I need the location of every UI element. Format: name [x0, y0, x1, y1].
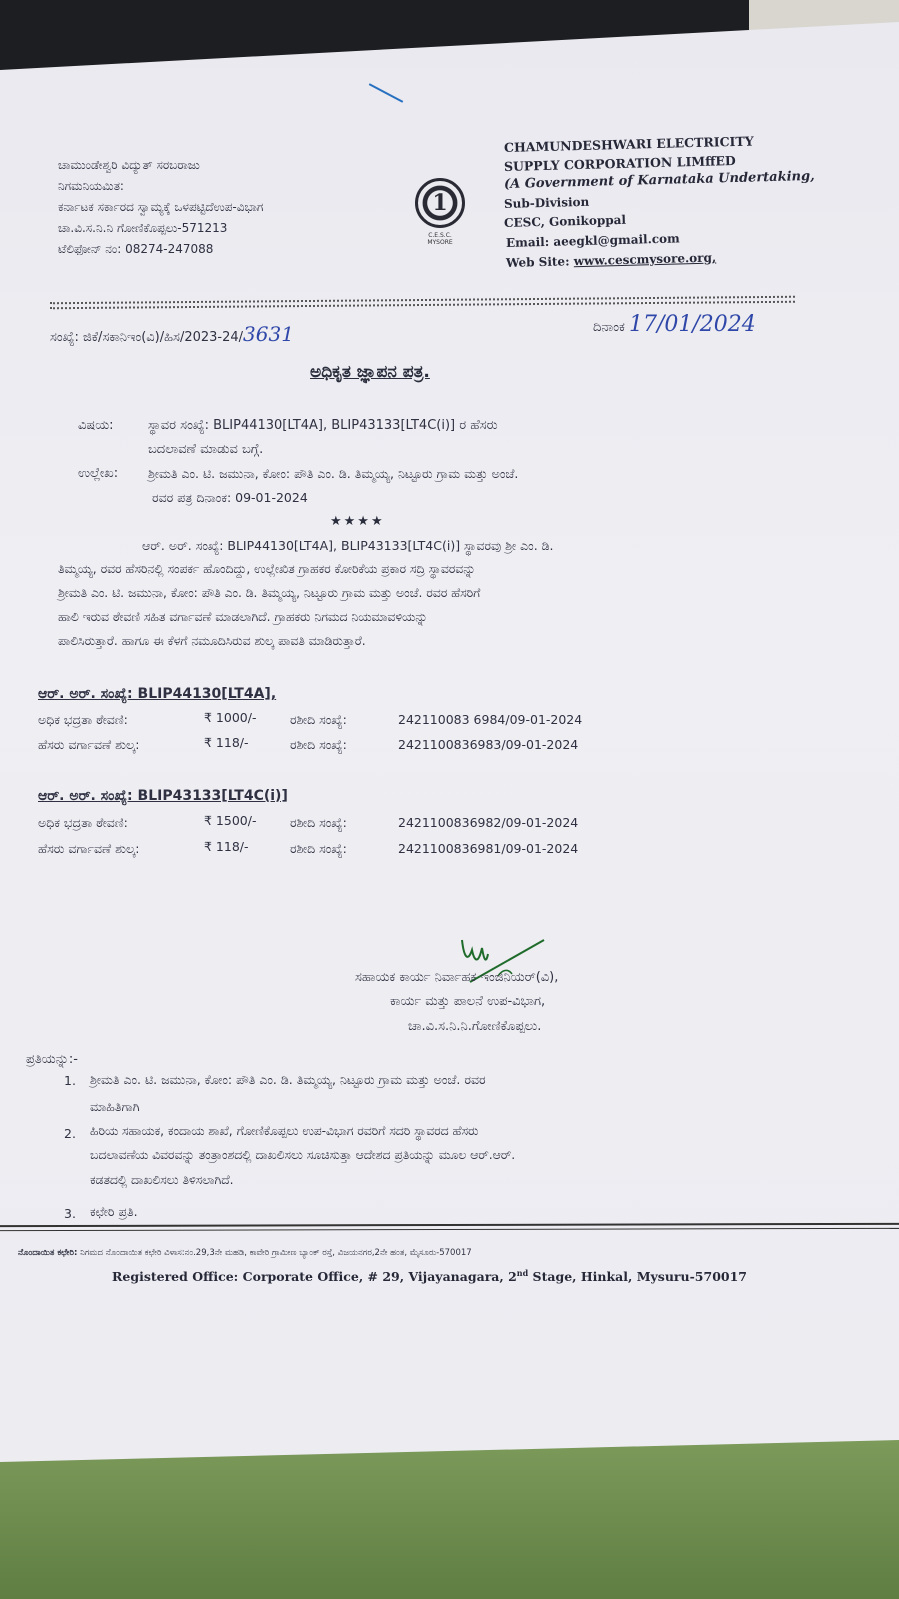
reference-number-handwritten: 3631	[243, 322, 294, 346]
footer-en-sup: nd	[516, 1268, 529, 1278]
signatory-line: ಸಹಾಯಕ ಕಾರ್ಯ ನಿರ್ವಾಹಕ ಇಂಜಿನಿಯರ್(ವಿ),	[355, 970, 559, 985]
body-line: ಶ್ರೀಮತಿ ಎಂ. ಟಿ. ಜಮುನಾ, ಕೋಂ: ಪೌತಿ ಎಂ. ಡಿ. ತಿಮ್ಮಯ್ಯ, ನಿಟ್ಟೂರು ಗ್ರಾಮ ಮತ್ತು ಅಂಚೆ. ರವರ ಹೆಸರಿಗೆ	[58, 586, 481, 600]
header-en-line: Sub-Division	[503, 194, 590, 211]
header-kn-line: ಚಾ.ವಿ.ಸ.ನಿ.ನಿ ಗೋಣಿಕೊಪ್ಪಲು-571213	[58, 221, 228, 235]
signatory-line: ಚಾ.ವಿ.ಸ.ನಿ.ನಿ.ಗೋಣಿಕೊಪ್ಪಲು.	[408, 1019, 542, 1034]
reference-line: ರವರ ಪತ್ರ ದಿನಾಂಕ: 09-01-2024	[152, 490, 308, 505]
receipt-number: 2421100836982/09-01-2024	[398, 815, 579, 830]
reference-number	[50, 322, 294, 346]
website-label: Web Site:	[505, 254, 570, 270]
signatory-line: ಕಾರ್ಯ ಮತ್ತು ಪಾಲನೆ ಉಪ-ವಿಭಾಗ,	[390, 994, 546, 1009]
fee-amount: ₹ 118/-	[204, 839, 249, 854]
body-line: ತಿಮ್ಮಯ್ಯ, ರವರ ಹೆಸರಿನಲ್ಲಿ ಸಂಪರ್ಕ ಹೊಂದಿದ್ದು, ಉಲ್ಲೇಖಿತ ಗ್ರಾಹಕರ ಕೋರಿಕೆಯ ಪ್ರಕಾರ ಸದ್ರಿ ಸ್ಥಾವರವನ್ನು	[58, 562, 476, 576]
fee-amount: ₹ 1000/-	[204, 710, 257, 725]
email-link[interactable]: aeegkl@gmail.com	[553, 231, 680, 249]
subject-line: ಸ್ಥಾವರ ಸಂಖ್ಯೆ: BLIP44130[LT4A], BLIP43133[LT4C(i)] ರ ಹೆಸರು	[148, 418, 498, 433]
copy-line: ಬದಲಾವಣೆಯ ವಿವರವನ್ನು ತಂತ್ರಾಂಶದಲ್ಲಿ ದಾಖಲಿಸಲು ಸೂಚಿಸುತ್ತಾ ಆದೇಶದ ಪ್ರತಿಯನ್ನು ಮೂಲ ಆರ್.ಆರ್.	[90, 1148, 516, 1162]
copies-label: ಪ್ರತಿಯನ್ನು:-	[26, 1052, 78, 1067]
reference-line: ಶ್ರೀಮತಿ ಎಂ. ಟಿ. ಜಮುನಾ, ಕೋಂ: ಪೌತಿ ಎಂ. ಡಿ. ತಿಮ್ಮಯ್ಯ, ನಿಟ್ಟೂರು ಗ್ರಾಮ ಮತ್ತು ಅಂಚೆ.	[148, 466, 519, 481]
fee-label: ಹೆಸರು ವರ್ಗಾವಣೆ ಶುಲ್ಕ:	[38, 737, 140, 752]
receipt-label: ರಶೀದಿ ಸಂಖ್ಯೆ:	[290, 841, 347, 856]
website-link[interactable]: www.cescmysore.org,	[573, 250, 717, 269]
footer-en	[112, 1268, 747, 1284]
header-en-line: SUPPLY CORPORATION LIMffED	[503, 152, 736, 174]
receipt-number: 242110083 6984/09-01-2024	[398, 712, 583, 727]
logo-mark: 1	[432, 190, 448, 216]
cesc-logo-icon	[415, 178, 465, 228]
reference-label: ಉಲ್ಲೇಖ:	[78, 466, 119, 481]
fee-label: ಅಧಿಕ ಭದ್ರತಾ ಠೇವಣಿ:	[38, 815, 128, 830]
footer-en-suffix: Stage, Hinkal, Mysuru-570017	[528, 1269, 747, 1285]
account-heading: ಆರ್. ಅರ್. ಸಂಖ್ಯೆ: BLIP43133[LT4C(i)]	[38, 788, 288, 804]
fee-label: ಹೆಸರು ವರ್ಗಾವಣೆ ಶುಲ್ಕ:	[38, 841, 140, 856]
background-surface	[0, 1440, 899, 1599]
separator-stars: ★★★★	[330, 514, 385, 529]
copy-line: ಕಡತದಲ್ಲಿ ದಾಖಲಿಸಲು ತಿಳಿಸಲಾಗಿದೆ.	[90, 1173, 234, 1187]
reference-date	[593, 312, 756, 337]
header-en-line: CESC, Gonikoppal	[503, 212, 627, 230]
date-label: ದಿನಾಂಕ	[593, 320, 625, 335]
logo-caption: C.E.S.C. MYSORE	[427, 232, 453, 246]
receipt-label: ರಶೀದಿ ಸಂಖ್ಯೆ:	[290, 815, 347, 830]
copy-number: 1.	[64, 1073, 76, 1088]
copy-line: ಮಾಹಿತಿಗಾಗಿ	[90, 1099, 140, 1114]
copy-number: 3.	[64, 1206, 76, 1221]
receipt-label: ರಶೀದಿ ಸಂಖ್ಯೆ:	[290, 737, 347, 752]
receipt-number: 2421100836981/09-01-2024	[398, 841, 579, 856]
date-handwritten: 17/01/2024	[628, 312, 756, 337]
copy-line: ಹಿರಿಯ ಸಹಾಯಕ, ಕಂದಾಯ ಶಾಖೆ, ಗೋಣಿಕೊಪ್ಪಲು ಉಪ-ವಿಭಾಗ ರವರಿಗೆ ಸದರಿ ಸ್ಥಾವರದ ಹೆಸರು	[90, 1124, 479, 1138]
footer-kn	[18, 1248, 472, 1258]
document-title: ಅಧಿಕೃತ ಜ್ಞಾಪನ ಪತ್ರ.	[310, 362, 430, 382]
body-line: ಹಾಲಿ ಇರುವ ಠೇವಣಿ ಸಹಿತ ವರ್ಗಾವಣೆ ಮಾಡಲಾಗಿದೆ. ಗ್ರಾಹಕರು ನಿಗಮದ ನಿಯಮಾವಳಿಯನ್ನು	[58, 610, 428, 624]
header-kn-line: ಚಾಮುಂಡೇಶ್ವರಿ ವಿದ್ಯುತ್ ಸರಬರಾಜು	[58, 158, 200, 172]
copy-number: 2.	[64, 1126, 76, 1141]
footer-kn-text: ನಿಗಮದ ನೊಂದಾಯಿತ ಕಛೇರಿ ವಿಳಾಸ:ನಂ.29,3ನೇ ಮಹಡಿ, ಕಾವೇರಿ ಗ್ರಾಮೀಣ ಬ್ಯಾಂಕ್ ರಸ್ತೆ, ವಿಜಯನಗರ,2ನೇ ಹಂತ, ಮೈಸೂರು-570017	[80, 1248, 472, 1258]
footer-kn-label: ನೊಂದಾಯಿತ ಕಛೇರಿ:	[18, 1248, 78, 1258]
subject-line: ಬದಲಾವಣೆ ಮಾಡುವ ಬಗ್ಗೆ.	[148, 442, 264, 457]
reference-number-label: ಸಂಖ್ಯೆ: ಜಿಕೆ/ಸಕಾನಿಇಂ(ವಿ)/ಹಿಸ/2023-24/	[50, 330, 244, 345]
email-label: Email:	[505, 234, 550, 250]
receipt-label: ರಶೀದಿ ಸಂಖ್ಯೆ:	[290, 712, 347, 727]
account-heading: ಆರ್. ಅರ್. ಸಂಖ್ಯೆ: BLIP44130[LT4A],	[38, 686, 277, 702]
subject-label: ವಿಷಯ:	[78, 418, 114, 433]
receipt-number: 2421100836983/09-01-2024	[398, 737, 579, 752]
copy-line: ಕಛೇರಿ ಪ್ರತಿ.	[90, 1204, 138, 1219]
body-line: ಆರ್. ಅರ್. ಸಂಖ್ಯೆ: BLIP44130[LT4A], BLIP43133[LT4C(i)] ಸ್ಥಾವರವು ಶ್ರೀ ಎಂ. ಡಿ.	[142, 538, 554, 553]
fee-amount: ₹ 1500/-	[204, 813, 257, 828]
fee-amount: ₹ 118/-	[204, 735, 249, 750]
header-kn-line: ನಿಗಮನಿಯಮಿತ:	[58, 179, 124, 193]
copy-line: ಶ್ರೀಮತಿ ಎಂ. ಟಿ. ಜಮುನಾ, ಕೋಂ: ಪೌತಿ ಎಂ. ಡಿ. ತಿಮ್ಮಯ್ಯ, ನಿಟ್ಟೂರು ಗ್ರಾಮ ಮತ್ತು ಅಂಚೆ. ರವರ	[90, 1072, 486, 1087]
fee-label: ಅಧಿಕ ಭದ್ರತಾ ಠೇವಣಿ:	[38, 712, 128, 727]
header-en-line: (A Government of Karnataka Undertaking,	[503, 168, 815, 192]
body-line: ಪಾಲಿಸಿರುತ್ತಾರೆ. ಹಾಗೂ ಈ ಕೆಳಗೆ ನಮೂದಿಸಿರುವ ಶುಲ್ಕ ಪಾವತಿ ಮಾಡಿರುತ್ತಾರೆ.	[58, 634, 366, 648]
header-kn-line: ಕರ್ನಾಟಕ ಸರ್ಕಾರದ ಸ್ವಾಮ್ಯಕ್ಕೆ ಒಳಪಟ್ಟಿದೆಉಪ-ವಿಭಾಗ	[58, 200, 264, 214]
header-kn-line: ಟೆಲಿಫೋನ್ ನಂ: 08274-247088	[58, 242, 214, 256]
footer-en-prefix: Registered Office: Corporate Office, # 29, Vijayanagara, 2	[112, 1269, 517, 1285]
header-en-line: CHAMUNDESHWARI ELECTRICITY	[503, 133, 754, 155]
